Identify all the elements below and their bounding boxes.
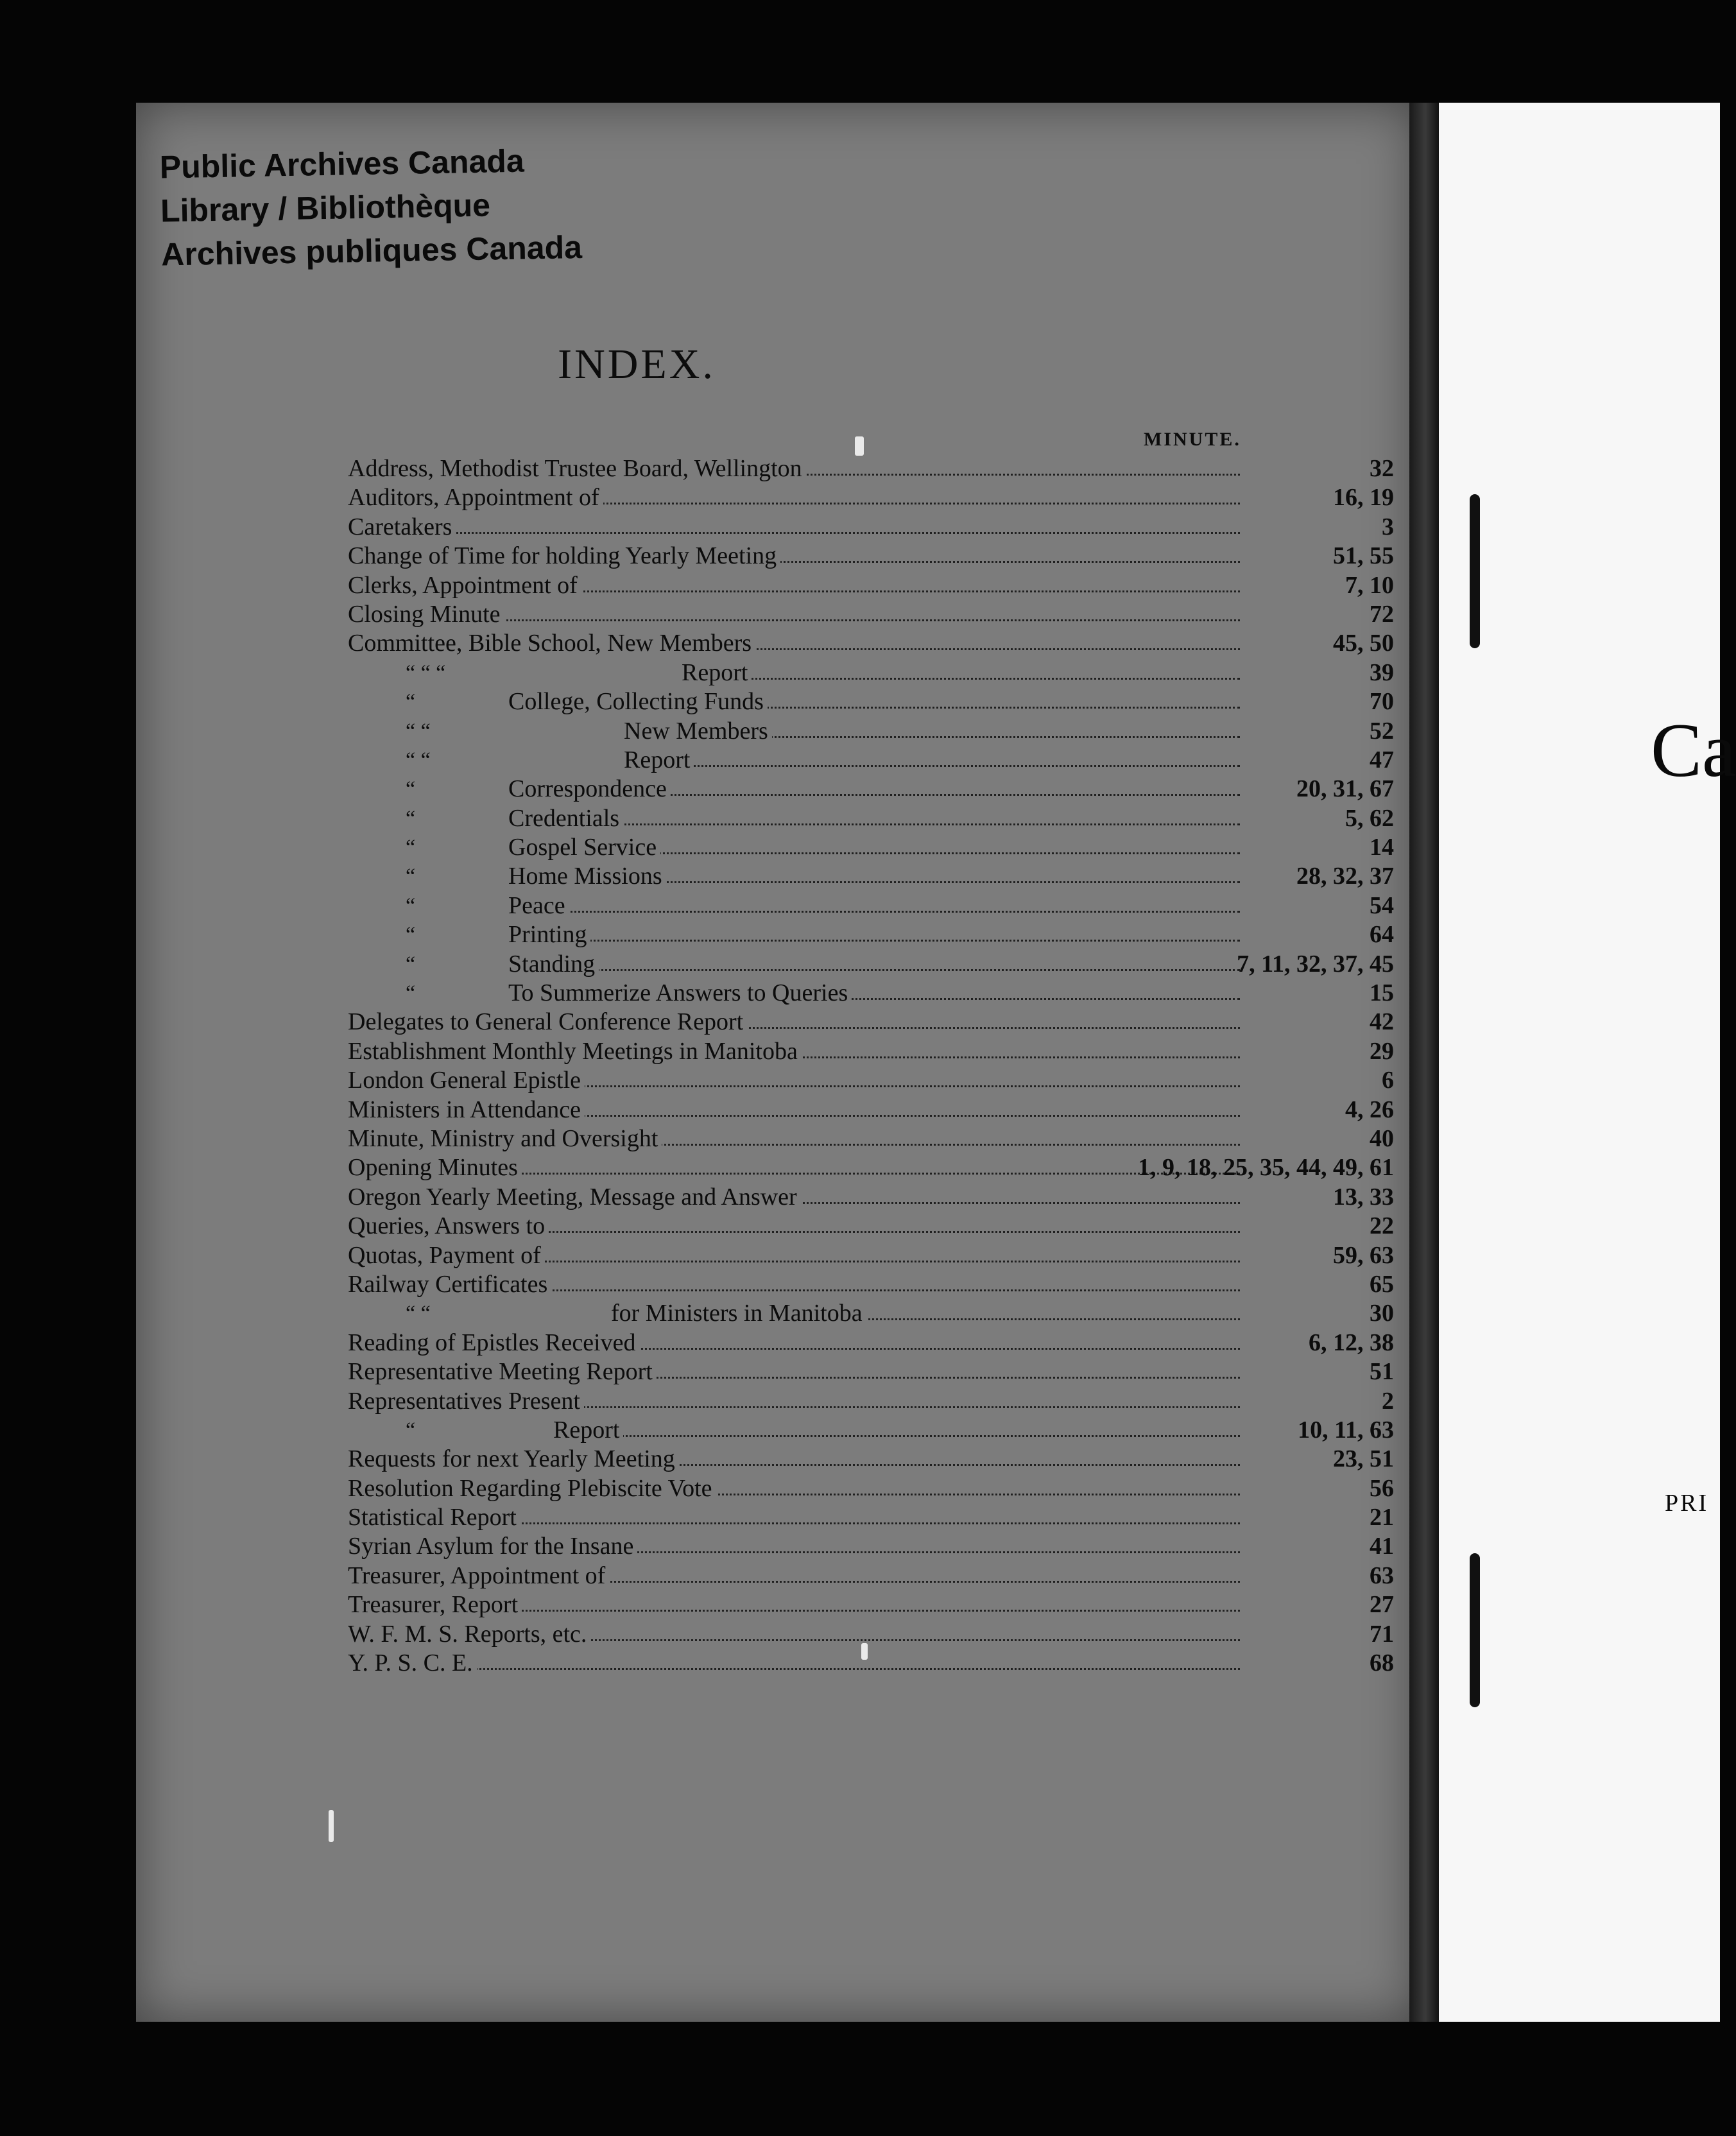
- index-entry: [348, 920, 1394, 949]
- minute-reference: 51, 55: [1333, 542, 1394, 570]
- minute-reference: 56: [1370, 1474, 1394, 1502]
- entry-label: Establishment Monthly Meetings in Manitoba: [348, 1038, 802, 1065]
- stamp-line: Library / Bibliothèque: [160, 187, 491, 229]
- minute-reference: 71: [1370, 1620, 1394, 1648]
- minute-reference: 15: [1370, 979, 1394, 1007]
- index-entry: [348, 1299, 1394, 1328]
- printer-fragment: PRI: [1665, 1490, 1709, 1517]
- index-entry: [348, 950, 1394, 979]
- entry-label: Ministers in Attendance: [348, 1096, 585, 1123]
- minute-reference: 22: [1370, 1212, 1394, 1240]
- minute-reference: 3: [1382, 513, 1394, 540]
- minute-reference: 41: [1370, 1533, 1394, 1560]
- dot-leader: [682, 678, 1240, 680]
- entry-label: Committee, Bible School, New Members: [348, 630, 755, 657]
- index-entry: [348, 687, 1394, 716]
- entry-label: Peace: [508, 892, 569, 919]
- minute-reference: 10, 11, 63: [1298, 1416, 1394, 1443]
- index-entry: [348, 804, 1394, 833]
- index-entry: [348, 1357, 1394, 1386]
- minute-reference: 16, 19: [1333, 484, 1394, 512]
- dot-leader: [508, 911, 1240, 913]
- index-entry: [348, 979, 1394, 1008]
- index-entry: [348, 1387, 1394, 1416]
- index-entry: [348, 1241, 1394, 1270]
- entry-label: Change of Time for holding Yearly Meeting: [348, 542, 780, 569]
- minute-reference: 20, 31, 67: [1296, 775, 1394, 803]
- minute-reference: 5, 62: [1345, 804, 1394, 832]
- ditto-marks: “: [406, 893, 416, 918]
- binding-slot: [1470, 1553, 1480, 1707]
- minute-reference: 4, 26: [1345, 1096, 1394, 1123]
- dot-leader: [553, 1435, 1240, 1437]
- minute-reference: 45, 50: [1333, 630, 1394, 657]
- scratch-mark: [855, 436, 864, 456]
- index-entry: [348, 1474, 1394, 1503]
- title-fragment: Ca: [1651, 707, 1736, 793]
- entry-label: Oregon Yearly Meeting, Message and Answer: [348, 1184, 801, 1210]
- index-entry: [348, 1153, 1394, 1182]
- index-entry: [348, 862, 1394, 891]
- index-entry: [348, 891, 1394, 920]
- minute-reference: 65: [1370, 1270, 1394, 1298]
- entry-label: Railway Certificates: [348, 1271, 551, 1298]
- index-entry: [348, 1096, 1394, 1124]
- entry-label: Statistical Report: [348, 1504, 520, 1531]
- minute-reference: 47: [1370, 746, 1394, 773]
- dot-leader: [624, 765, 1240, 767]
- index-entry: [348, 1416, 1394, 1445]
- entry-label: Representative Meeting Report: [348, 1358, 657, 1385]
- entry-label: Quotas, Payment of: [348, 1242, 545, 1269]
- facing-page: [1439, 103, 1736, 2022]
- minute-reference: 51: [1370, 1358, 1394, 1386]
- minute-reference: 54: [1370, 891, 1394, 919]
- entry-label: Report: [553, 1417, 623, 1443]
- entry-label: Address, Methodist Trustee Board, Wellington: [348, 455, 806, 482]
- minute-reference: 6: [1382, 1067, 1394, 1094]
- minute-reference: 59, 63: [1333, 1241, 1394, 1269]
- minute-reference: 6, 12, 38: [1309, 1329, 1394, 1356]
- entry-label: Report: [682, 659, 752, 686]
- entry-label: Caretakers: [348, 513, 456, 540]
- minute-reference: 1, 9, 18, 25, 35, 44, 49, 61: [1138, 1154, 1394, 1182]
- index-entry: [348, 746, 1394, 775]
- entry-label: Treasurer, Report: [348, 1591, 522, 1618]
- entry-label: Closing Minute: [348, 601, 504, 628]
- dot-leader: [508, 969, 1240, 971]
- minute-reference: 30: [1370, 1300, 1394, 1327]
- index-entry: [348, 513, 1394, 542]
- index-entry: [348, 1532, 1394, 1561]
- index-entry: [348, 1183, 1394, 1212]
- minute-reference: 40: [1370, 1124, 1394, 1152]
- index-entry: [348, 1620, 1394, 1649]
- index-entry: [348, 600, 1394, 629]
- index-entry: [348, 1124, 1394, 1153]
- entry-label: Gospel Service: [508, 834, 660, 861]
- ditto-marks: “: [406, 981, 416, 1006]
- index-entry: [348, 775, 1394, 804]
- binding-slot: [1470, 494, 1480, 648]
- entry-label: Clerks, Appointment of: [348, 572, 581, 599]
- entry-label: for Ministers in Manitoba: [611, 1300, 866, 1327]
- archives-stamp: [159, 137, 636, 277]
- entry-label: Home Missions: [508, 863, 666, 890]
- entry-label: New Members: [624, 718, 772, 745]
- index-entry: [348, 454, 1394, 483]
- stamp-line: Public Archives Canada: [159, 142, 525, 185]
- ditto-marks: “: [406, 952, 416, 976]
- entry-label: London General Epistle: [348, 1067, 585, 1094]
- entry-label: W. F. M. S. Reports, etc.: [348, 1621, 590, 1648]
- minute-reference: 32: [1370, 455, 1394, 482]
- index-list: [348, 454, 1394, 1678]
- minute-reference: 63: [1370, 1562, 1394, 1589]
- entry-label: Treasurer, Appointment of: [348, 1562, 609, 1589]
- scratch-mark: [329, 1810, 334, 1842]
- minute-reference: 13, 33: [1333, 1183, 1394, 1210]
- ditto-marks: “ “: [406, 1302, 431, 1326]
- minute-reference: 28, 32, 37: [1296, 863, 1394, 890]
- index-entry: [348, 659, 1394, 687]
- entry-label: To Summerize Answers to Queries: [508, 979, 852, 1006]
- index-entry: [348, 1270, 1394, 1299]
- scratch-mark: [861, 1643, 868, 1660]
- ditto-marks: “ “: [406, 719, 431, 743]
- ditto-marks: “: [406, 690, 416, 714]
- minute-reference: 2: [1382, 1387, 1394, 1415]
- entry-label: Delegates to General Conference Report: [348, 1008, 747, 1035]
- index-entry: [348, 833, 1394, 862]
- book-spine: [1409, 103, 1441, 2022]
- entry-label: Standing: [508, 951, 599, 978]
- ditto-marks: “: [406, 836, 416, 860]
- ditto-marks: “: [406, 1418, 416, 1442]
- minute-reference: 64: [1370, 921, 1394, 949]
- page-title: INDEX.: [558, 341, 716, 388]
- index-entry: [348, 1445, 1394, 1474]
- index-entry: [348, 571, 1394, 600]
- minute-reference: 72: [1370, 600, 1394, 628]
- entry-label: Requests for next Yearly Meeting: [348, 1445, 679, 1472]
- minute-reference: 7, 11, 32, 37, 45: [1237, 950, 1394, 978]
- entry-label: Queries, Answers to: [348, 1212, 549, 1239]
- minute-reference: 39: [1370, 659, 1394, 686]
- entry-label: Correspondence: [508, 775, 671, 802]
- dot-leader: [348, 532, 1240, 534]
- index-entry: [348, 1590, 1394, 1619]
- index-entry: [348, 629, 1394, 658]
- entry-label: Auditors, Appointment of: [348, 484, 603, 511]
- minute-reference: 23, 51: [1333, 1445, 1394, 1473]
- minute-reference: 29: [1370, 1037, 1394, 1065]
- ditto-marks: “: [406, 923, 416, 947]
- stamp-line: Archives publiques Canada: [160, 229, 583, 273]
- dot-leader: [508, 940, 1240, 942]
- entry-label: Report: [624, 746, 694, 773]
- minute-reference: 27: [1370, 1591, 1394, 1619]
- minute-reference: 68: [1370, 1649, 1394, 1677]
- index-entry: [348, 483, 1394, 512]
- entry-label: Y. P. S. C. E.: [348, 1649, 477, 1676]
- index-entry: [348, 542, 1394, 571]
- index-entry: [348, 1649, 1394, 1678]
- ditto-marks: “: [406, 806, 416, 831]
- entry-label: Opening Minutes: [348, 1154, 522, 1181]
- ditto-marks: “: [406, 865, 416, 889]
- index-entry: [348, 717, 1394, 746]
- minute-reference: 52: [1370, 717, 1394, 745]
- index-entry: [348, 1212, 1394, 1241]
- index-entry: [348, 1037, 1394, 1066]
- ditto-marks: “: [406, 777, 416, 802]
- entry-label: Minute, Ministry and Oversight: [348, 1125, 662, 1152]
- entry-label: Printing: [508, 921, 590, 948]
- index-entry: [348, 1008, 1394, 1037]
- entry-label: Resolution Regarding Plebiscite Vote: [348, 1475, 716, 1502]
- entry-label: Credentials: [508, 805, 623, 832]
- entry-label: Representatives Present: [348, 1388, 584, 1415]
- index-entry: [348, 1562, 1394, 1590]
- minute-reference: 14: [1370, 834, 1394, 861]
- entry-label: Syrian Asylum for the Insane: [348, 1533, 637, 1560]
- ditto-marks: “ “: [406, 748, 431, 772]
- index-page: [136, 103, 1417, 2022]
- minute-reference: 21: [1370, 1504, 1394, 1531]
- minute-reference: 42: [1370, 1008, 1394, 1036]
- entry-label: College, Collecting Funds: [508, 688, 768, 715]
- minute-reference: 70: [1370, 688, 1394, 716]
- ditto-marks: “ “ “: [406, 660, 446, 685]
- index-entry: [348, 1329, 1394, 1357]
- minute-reference: 7, 10: [1345, 571, 1394, 599]
- minute-column-header: MINUTE.: [1144, 429, 1241, 450]
- index-entry: [348, 1066, 1394, 1095]
- index-entry: [348, 1503, 1394, 1532]
- dot-leader: [348, 1668, 1240, 1670]
- entry-label: Reading of Epistles Received: [348, 1329, 640, 1356]
